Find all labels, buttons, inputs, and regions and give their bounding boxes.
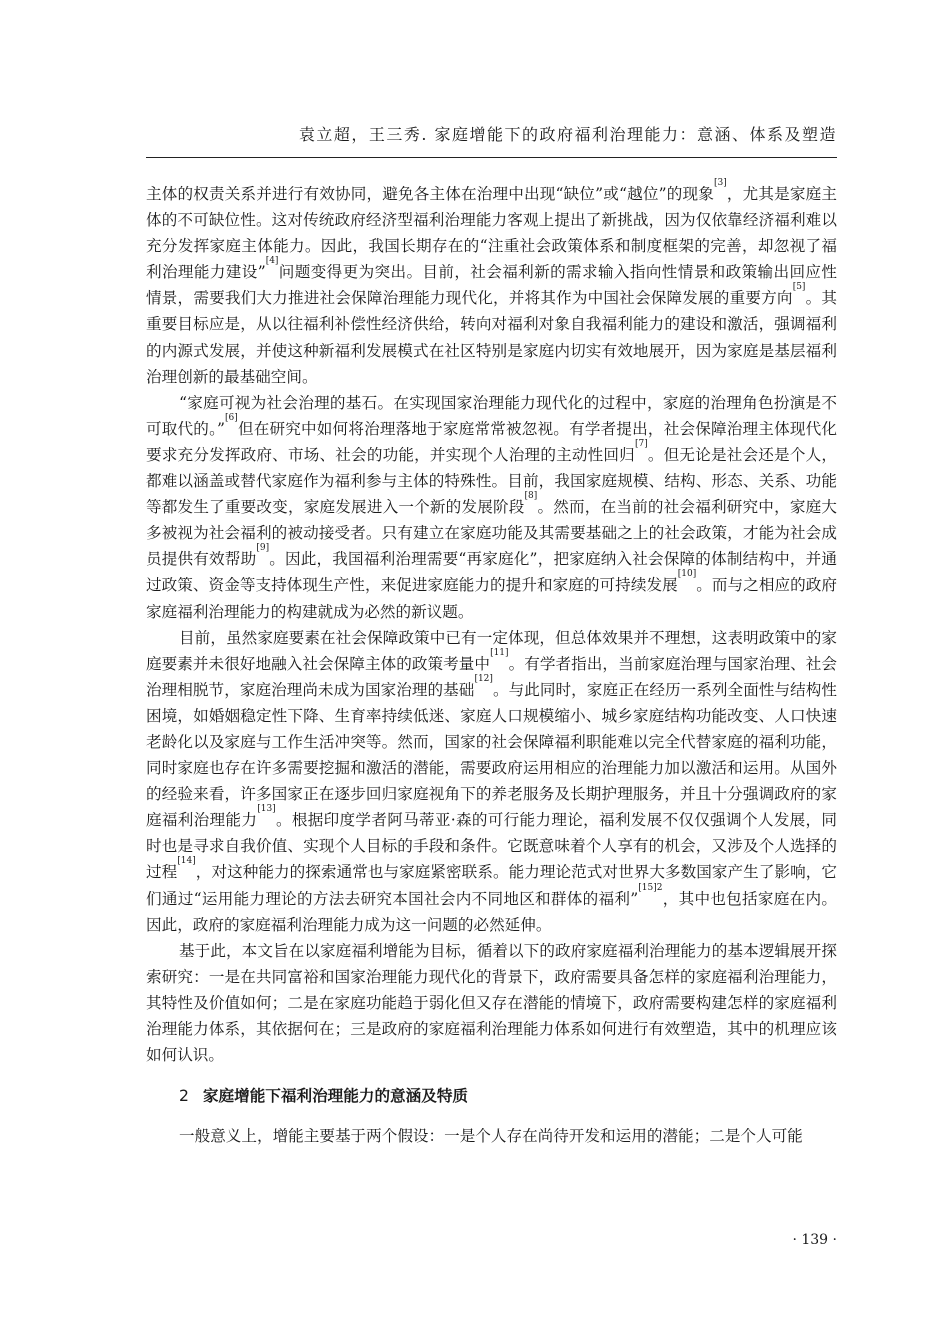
text-run: 。因此，我国福利治理需要“再家庭化”，把家庭纳入社会保障的体制结构中，并通过政策、资金等支持体现生产性，来促进家庭能力的提升和家庭的可持续发展 xyxy=(146,550,837,595)
text-run: 基于此，本文旨在以家庭福利增能为目标，循着以下的政府家庭福利治理能力的基本逻辑展开探索研究：一是在共同富裕和国家治理能力现代化的背景下，政府需要具备怎样的家庭福利治理能力，其特性及价值如何；二是在家庭功能趋于弱化但又存在潜能的情境下，政府需要构建怎样的家庭福利治理能力体系，其依据何在；三是政府的家庭福利治理能力体系如何进行有效塑造，其中的机理应该如何认识。 xyxy=(146,941,837,1065)
citation-ref: [9] xyxy=(256,543,270,554)
text-run: 。与此同时，家庭正在经历一系列全面性与结构性困境，如婚姻稳定性下降、生育率持续低迷、家庭人口规模缩小、城乡家庭结构功能改变、人口快速老龄化以及家庭与工作生活冲突等。然而，国家的社会保障福利职能难以完全代替家庭的福利功能，同时家庭也存在许多需要挖掘和激活的潜能，需要政府运用相应的治理能力加以激活和运用。从国外的经验来看，许多国家正在逐步回归家庭视角下的养老服务及长期护理服务，并且十分强调政府的家庭福利治理能力 xyxy=(146,680,837,830)
text-run: 。但无论是社会还是个人，都难以涵盖或替代家庭作为福利参与主体的特殊性。目前，我国家庭规模、结构、形态、关系、功能等都发生了重要改变，家庭发展进入一个新的发展阶段 xyxy=(146,445,837,517)
header-rule xyxy=(146,157,837,158)
paragraph-section-intro: 一般意义上，增能主要基于两个假设：一是个人存在尚待开发和运用的潜能；二是个人可能 xyxy=(179,1127,803,1146)
text-run: 。而与之相应的政府家庭福利治理能力的构建就成为必然的新议题。 xyxy=(146,576,837,621)
page-number: · 139 · xyxy=(792,1232,837,1248)
text-run: ，对这种能力的探索通常也与家庭紧密联系。能力理论范式对世界大多数国家产生了影响，它们通过“运用能力理论的方法去研究本国社会内不同地区和群体的福利” xyxy=(146,863,837,908)
text-run: ，尤其是家庭主体的不可缺位性。这对传统政府经济型福利治理能力客观上提出了新挑战，因为仅依靠经济福利难以充分发挥家庭主体能力。因此，我国长期存在的“注重社会政策体系和制度框架的完善，却忽视了福利治理能力建设” xyxy=(146,185,837,282)
text-run: ，其中也包括家庭在内。因此，政府的家庭福利治理能力成为这一问题的必然延伸。 xyxy=(146,889,837,934)
body-paragraph xyxy=(146,625,837,938)
citation-ref: [3] xyxy=(714,178,727,188)
citation-ref: [8] xyxy=(524,491,538,502)
body-paragraph xyxy=(146,390,837,625)
text-run: 。有学者指出，当前家庭治理与国家治理、社会治理相脱节，家庭治理尚未成为国家治理的基础 xyxy=(146,654,837,699)
section-title: 家庭增能下福利治理能力的意涵及特质 xyxy=(202,1087,469,1106)
text-run: 。其重要目标应是，从以往福利补偿性经济供给，转向对福利对象自我福利能力的建设和激活，强调福利的内源式发展，并使这种新福利发展模式在社区特别是家庭内切实有效地展开，因为家庭是基层福利治理创新的最基础空间。 xyxy=(146,289,837,386)
text-run: 。然而，在当前的社会福利研究中，家庭大多被视为社会福利的被动接受者。只有建立在家庭功能及其需要基础之上的社会政策，才能为社会成员提供有效帮助 xyxy=(146,498,837,569)
paragraph-list xyxy=(146,178,837,1068)
citation-ref: [5] xyxy=(792,282,806,293)
text-run: “家庭可视为社会治理的基石。在实现国家治理能力现代化的过程中，家庭的治理角色扮演是不可取代的。” xyxy=(146,393,837,438)
article-body xyxy=(146,178,837,1149)
citation-ref: [10] xyxy=(677,569,697,580)
text-run: 但在研究中如何将治理落地于家庭常常被忽视。有学者提出，社会保障治理主体现代化要求充分发挥政府、市场、社会的功能，并实现个人治理的主动性回归 xyxy=(146,419,837,464)
citation-ref: [4] xyxy=(265,256,279,267)
text-run: 问题变得更为突出。目前，社会福利新的需求输入指向性情景和政策输出回应性情景，需要我们大力推进社会保障治理能力现代化，并将其作为中国社会保障发展的重要方向 xyxy=(146,263,837,308)
citation-ref: [11] xyxy=(490,647,509,658)
citation-ref: [14] xyxy=(177,856,196,867)
text-run: 主体的权责关系并进行有效协同，避免各主体在治理中出现“缺位”或“越位”的现象 xyxy=(146,185,714,203)
citation-ref: [12] xyxy=(474,673,493,684)
body-paragraph xyxy=(146,178,837,390)
text-run: 目前，虽然家庭要素在社会保障政策中已有一定体现，但总体效果并不理想，这表明政策中的家庭要素并未很好地融入社会保障主体的政策考量中 xyxy=(146,628,837,673)
citation-ref: [15]2 xyxy=(638,882,663,893)
body-paragraph xyxy=(146,938,837,1068)
citation-ref: [7] xyxy=(634,438,648,449)
citation-ref: [6] xyxy=(225,412,238,423)
running-title: 袁立超，王三秀. 家庭增能下的政府福利治理能力：意涵、体系及塑造 xyxy=(298,125,837,144)
citation-ref: [13] xyxy=(257,804,276,815)
section-number: 2 xyxy=(179,1087,189,1106)
text-run: 。根据印度学者阿马蒂亚·森的可行能力理论，福利发展不仅仅强调个人发展，同时也是寻求自我价值、实现个人目标的手段和条件。它既意味着个人享有的机会，又涉及个人选择的过程 xyxy=(146,811,837,882)
section-heading xyxy=(146,1083,837,1109)
